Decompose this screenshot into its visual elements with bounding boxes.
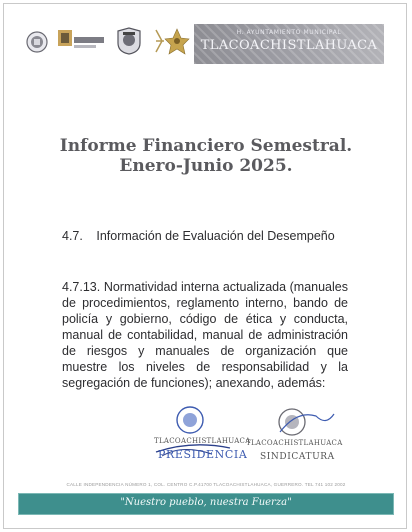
banner-subtitle: H. AYUNTAMIENTO MUNICIPAL <box>236 29 342 36</box>
slogan-bar <box>18 493 394 515</box>
presidencia-stamp-name: TLACOACHISTLAHUACA <box>154 437 251 445</box>
item-paragraph <box>62 279 348 391</box>
footer-address: CALLE INDEPENDENCIA NÚMERO 1, COL. CENTRO C.P.41700 TLACOACHISTLAHUACA, GUERRERO. TEL 741 102 2002 <box>66 482 346 487</box>
title-line-1: Informe Financiero Semestral. <box>59 136 353 156</box>
section-heading-text: Información de Evaluación del Desempeño <box>96 229 335 243</box>
guerrero-logo-icon <box>56 28 106 54</box>
section-heading <box>62 228 348 244</box>
ornament-star-icon <box>150 26 190 56</box>
sindicatura-stamp-office: SINDICATURA <box>260 452 335 462</box>
item-text: Normatividad interna actualizada (manuales de procedimientos, reglamento interno, bando de policía y gobierno, código de ética y conducta, manual de contabilidad, manual de administración de riesgos y manuales de organización que muestre los niveles de responsabilidad y la segregación de funciones); anexando, además: <box>62 280 348 390</box>
report-title <box>4 136 407 176</box>
municipal-seal-icon <box>26 30 48 54</box>
document-page <box>3 3 407 529</box>
presidencia-stamp-office: PRESIDENCIA <box>158 448 248 461</box>
section-number: 4.7. <box>62 229 83 243</box>
sindicatura-stamp-name: TLACOACHISTLAHUACA <box>246 439 343 447</box>
banner-title: TLACOACHISTLAHUACA <box>200 38 378 53</box>
shield-badge-icon <box>116 27 142 55</box>
presidencia-stamp <box>152 404 251 464</box>
item-number: 4.7.13. <box>62 280 101 294</box>
slogan-text: "Nuestro pueblo, nuestra Fuerza" <box>120 497 292 508</box>
sindicatura-stamp <box>242 406 342 466</box>
municipality-banner <box>194 24 384 64</box>
title-line-2: Enero-Junio 2025. <box>119 156 293 176</box>
